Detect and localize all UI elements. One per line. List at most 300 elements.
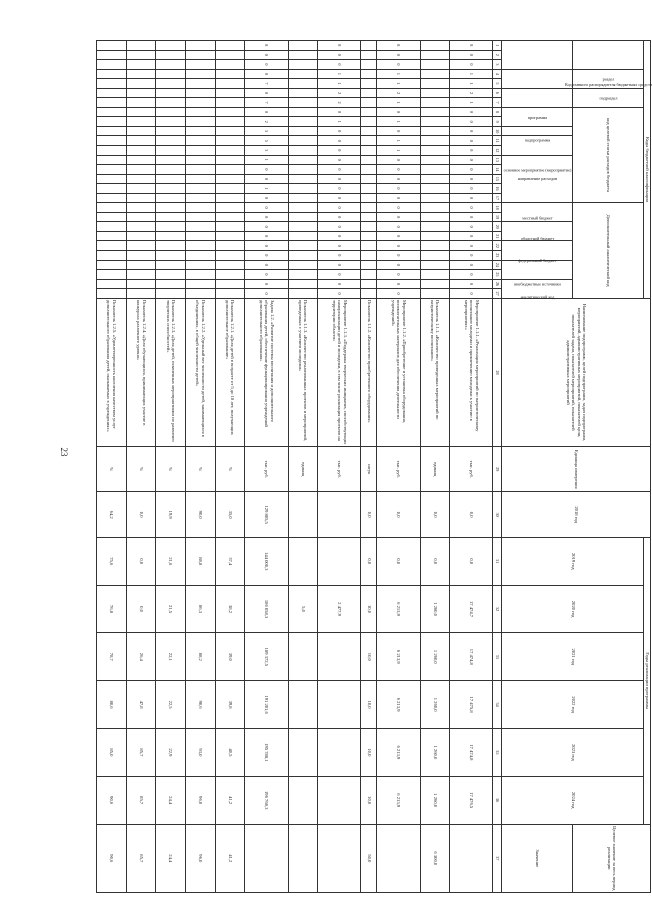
- unit-cell: тыс. руб.: [245, 447, 288, 492]
- year-value-cell: 6 213,9: [377, 585, 420, 633]
- base-year-cell: [318, 492, 361, 537]
- code-cell: [97, 117, 127, 127]
- code-cell: 0: [245, 279, 288, 289]
- row-name-cell: Мероприятие 1.1.2. «Приобретение и установка оборудования, вспомогательных материалов для обеспечения деятельности учреждений»: [377, 298, 420, 446]
- code-cell: 8: [450, 41, 493, 51]
- code-cell: 0: [318, 155, 361, 165]
- task-name-header: Наименование подпрограмм, целей подпрограмм, задач подпрограмм, мероприятий, административных мероприятий, показателей цели, показателей задачи, показателей мероприятий, показателей административных мероприятий: [502, 298, 651, 446]
- base-year-cell: 0,0: [377, 492, 420, 537]
- code-cell: 2: [377, 88, 420, 98]
- code-cell: [156, 270, 186, 280]
- table-row: [245, 41, 288, 893]
- code-cell: [215, 260, 245, 270]
- code-cell: [126, 155, 156, 165]
- code-cell: [361, 203, 377, 213]
- year-value-cell: 17 474,8: [450, 728, 493, 776]
- code-cell: [361, 155, 377, 165]
- code-cell: 0: [245, 69, 288, 79]
- code-cell: [186, 279, 216, 289]
- year-value-cell: 6 213,9: [377, 776, 420, 824]
- code-cell: [288, 222, 318, 232]
- year-value-cell: 186 058,3: [245, 585, 288, 633]
- code-cell: [215, 126, 245, 136]
- code-cell: 1: [377, 146, 420, 156]
- code-cell: [156, 107, 186, 117]
- year-header-3: 2021 год: [502, 633, 644, 681]
- code-cell: [186, 174, 216, 184]
- code-cell: 0: [318, 212, 361, 222]
- unit-cell: %: [126, 447, 156, 492]
- code-cell: 2: [245, 117, 288, 127]
- code-cell: [361, 260, 377, 270]
- final-value-cell: [288, 824, 318, 892]
- code-cell: [97, 193, 127, 203]
- years-group-header: Годы реализации программы: [644, 537, 651, 824]
- code-cell: 0: [377, 270, 420, 280]
- year-value-cell: [288, 681, 318, 729]
- year-value-cell: 78,7: [97, 633, 127, 681]
- code-cell: 1: [377, 117, 420, 127]
- column-index-row: [493, 41, 502, 893]
- rotated-table-wrapper: [96, 40, 651, 893]
- year-value-cell: 88,2: [186, 633, 216, 681]
- code-cell: [156, 50, 186, 60]
- code-cell: 1: [450, 69, 493, 79]
- code-cell: 0: [318, 289, 361, 299]
- code-cell: 0: [245, 88, 288, 98]
- code-cell: 0: [318, 270, 361, 280]
- code-cell: [288, 79, 318, 89]
- year-value-cell: 90,6: [186, 681, 216, 729]
- code-cell: [361, 79, 377, 89]
- code-cell: 0: [377, 231, 420, 241]
- code-cell: [97, 98, 127, 108]
- code-cell: [361, 69, 377, 79]
- column-index-cell: 34: [493, 681, 502, 729]
- code-cell: [361, 184, 377, 194]
- code-cell: [186, 184, 216, 194]
- code-cell: 1: [450, 79, 493, 89]
- code-cell: 0: [318, 222, 361, 232]
- code-cell: [97, 241, 127, 251]
- code-cell: [97, 88, 127, 98]
- code-cell: [126, 165, 156, 175]
- column-index-cell: 8: [493, 107, 502, 117]
- year-value-cell: [318, 633, 361, 681]
- column-index-cell: 37: [493, 824, 502, 892]
- base-year-cell: 35,0: [215, 492, 245, 537]
- code-cell: [126, 260, 156, 270]
- base-year-cell: 0,0: [126, 492, 156, 537]
- code-cell: [156, 260, 186, 270]
- column-index-cell: 7: [493, 98, 502, 108]
- code-cell: 1: [318, 117, 361, 127]
- code-cell: [126, 107, 156, 117]
- year-value-cell: [288, 776, 318, 824]
- final-value-cell: [377, 824, 420, 892]
- code-cell: 0: [450, 60, 493, 70]
- row-name-cell: Показатель 1.2.3. «Доля детей, охваченных мероприятиями по развитию творческих способностей»: [156, 298, 186, 446]
- code-cell: 8: [377, 41, 420, 51]
- code-cell: 0: [377, 126, 420, 136]
- code-cell: 0: [318, 279, 361, 289]
- code-cell: [186, 270, 216, 280]
- page-number: 23: [59, 447, 69, 457]
- code-cell: [215, 107, 245, 117]
- code-cell: [156, 69, 186, 79]
- year-value-cell: 37,4: [215, 537, 245, 585]
- base-year-cell: [288, 492, 318, 537]
- table-row: [156, 41, 186, 893]
- code-cell: [156, 212, 186, 222]
- final-value-cell: [450, 824, 493, 892]
- analytic-code-header: аналитический код: [502, 279, 573, 298]
- code-cell: [156, 184, 186, 194]
- year-value-cell: 144 000,3: [245, 537, 288, 585]
- code-cell: 0: [318, 241, 361, 251]
- budget-group-header: Дополнительный аналитический код: [573, 203, 644, 299]
- year-value-cell: 17 476,5: [450, 776, 493, 824]
- unit-cell: %: [156, 447, 186, 492]
- unit-cell: %: [215, 447, 245, 492]
- code-cell: 0: [245, 174, 288, 184]
- column-index-cell: 31: [493, 537, 502, 585]
- code-cell: [288, 98, 318, 108]
- year-value-cell: 47,8: [126, 681, 156, 729]
- code-cell: 1: [245, 155, 288, 165]
- code-cell: [186, 165, 216, 175]
- code-cell: 2: [318, 98, 361, 108]
- column-index-cell: 20: [493, 222, 502, 232]
- code-cell: [97, 79, 127, 89]
- base-year-cell: 0,0: [420, 492, 450, 537]
- code-cell: [126, 136, 156, 146]
- year-value-cell: 196 768,3: [245, 776, 288, 824]
- column-index-cell: 1: [493, 41, 502, 51]
- code-cell: 1: [318, 79, 361, 89]
- code-cell: [361, 279, 377, 289]
- code-cell: [126, 69, 156, 79]
- code-cell: [420, 184, 450, 194]
- subsection-header: подраздел: [573, 88, 644, 107]
- code-cell: [361, 146, 377, 156]
- year-value-cell: 6 213,9: [377, 633, 420, 681]
- code-cell: [156, 117, 186, 127]
- code-cell: 0: [318, 136, 361, 146]
- year-value-cell: 88,8: [186, 537, 216, 585]
- code-cell: 0: [245, 231, 288, 241]
- column-index-cell: 11: [493, 136, 502, 146]
- code-cell: [215, 222, 245, 232]
- base-year-cell: 19,9: [156, 492, 186, 537]
- row-name-cell: Мероприятие 1.1.3. «Поддержка творческих инициатив, способствующих самореализации детей и молодежи, в том числе реализация проектов на территории области»: [318, 298, 361, 446]
- year-value-cell: 5,0: [288, 585, 318, 633]
- unit-header: Единица измерения: [502, 447, 651, 492]
- code-cell: 0: [450, 270, 493, 280]
- code-cell: 0: [245, 203, 288, 213]
- code-cell: [126, 241, 156, 251]
- year-value-cell: 10,0: [361, 728, 377, 776]
- code-cell: [361, 117, 377, 127]
- code-cell: 0: [450, 117, 493, 127]
- code-cell: [361, 88, 377, 98]
- code-cell: [420, 41, 450, 51]
- code-cell: [186, 107, 216, 117]
- code-cell: [288, 203, 318, 213]
- code-cell: 0: [245, 222, 288, 232]
- code-cell: 0: [450, 222, 493, 232]
- code-cell: [97, 69, 127, 79]
- code-cell: [156, 193, 186, 203]
- code-cell: [97, 146, 127, 156]
- code-cell: [156, 289, 186, 299]
- target-group-header: код целевой статьи расходов бюджета: [573, 107, 644, 202]
- year-value-cell: 6 213,9: [377, 681, 420, 729]
- unit-cell: тыс. руб.: [450, 447, 493, 492]
- column-index-cell: 9: [493, 117, 502, 127]
- base-year-cell: 90,0: [186, 492, 216, 537]
- year-value-cell: 1 260,0: [420, 776, 450, 824]
- code-cell: 3: [245, 146, 288, 156]
- column-index-cell: 36: [493, 776, 502, 824]
- final-value-cell: 96,0: [186, 824, 216, 892]
- row-name-cell: Показатель 1.2.4. «Доля обучающихся, принимающих участие в конкурсах различного уровня»: [126, 298, 156, 446]
- code-cell: [288, 165, 318, 175]
- year-value-cell: 96,0: [186, 776, 216, 824]
- code-cell: [288, 270, 318, 280]
- code-cell: [215, 289, 245, 299]
- code-cell: [97, 107, 127, 117]
- code-cell: [186, 88, 216, 98]
- code-cell: 0: [318, 146, 361, 156]
- column-index-cell: 22: [493, 241, 502, 251]
- year-value-cell: 0,0: [126, 537, 156, 585]
- code-cell: [186, 231, 216, 241]
- code-cell: [215, 184, 245, 194]
- column-index-cell: 14: [493, 165, 502, 175]
- code-cell: [288, 155, 318, 165]
- year-value-cell: 1 260,0: [420, 681, 450, 729]
- code-cell: 0: [245, 251, 288, 261]
- code-cell: [215, 270, 245, 280]
- code-cell: [156, 41, 186, 51]
- code-cell: [186, 79, 216, 89]
- code-cell: 0: [377, 203, 420, 213]
- row-name-cell: Показатель 1.2.1. «Доля детей в возрасте от 5 до 18 лет, получающих дополнительное образование»: [215, 298, 245, 446]
- code-cell: 0: [377, 279, 420, 289]
- code-cell: [186, 136, 216, 146]
- year-value-cell: 22,9: [156, 728, 186, 776]
- column-index-cell: 28: [493, 298, 502, 446]
- code-cell: [420, 212, 450, 222]
- code-cell: [156, 98, 186, 108]
- code-cell: [420, 107, 450, 117]
- year-value-cell: 1 260,0: [420, 585, 450, 633]
- code-cell: [126, 98, 156, 108]
- code-cell: [420, 270, 450, 280]
- code-cell: 0: [377, 251, 420, 261]
- code-cell: [156, 251, 186, 261]
- code-cell: [361, 165, 377, 175]
- code-cell: [420, 279, 450, 289]
- year-value-cell: 93,0: [186, 728, 216, 776]
- code-cell: 0: [318, 251, 361, 261]
- code-cell: [288, 126, 318, 136]
- code-cell: 8: [318, 41, 361, 51]
- code-cell: [420, 203, 450, 213]
- year-value-cell: 85,7: [126, 728, 156, 776]
- code-cell: [215, 251, 245, 261]
- code-cell: 0: [245, 50, 288, 60]
- code-cell: 0: [450, 50, 493, 60]
- year-header-5: 2023 год: [502, 728, 644, 776]
- column-index-cell: 5: [493, 79, 502, 89]
- code-cell: [186, 289, 216, 299]
- code-cell: [288, 136, 318, 146]
- unit-cell: тыс. руб.: [377, 447, 420, 492]
- code-cell: 0: [245, 60, 288, 70]
- code-cell: [420, 155, 450, 165]
- rotated-table-inner: [96, 40, 651, 893]
- code-cell: [288, 289, 318, 299]
- code-cell: [156, 126, 186, 136]
- code-cell: [288, 231, 318, 241]
- code-cell: [361, 222, 377, 232]
- final-value-header: Значение: [502, 824, 573, 892]
- code-cell: [420, 126, 450, 136]
- column-index-cell: 30: [493, 492, 502, 537]
- code-cell: 0: [377, 155, 420, 165]
- code-cell: 1: [377, 79, 420, 89]
- code-cell: [361, 289, 377, 299]
- code-cell: [126, 231, 156, 241]
- code-cell: [215, 279, 245, 289]
- year-value-cell: [288, 633, 318, 681]
- final-value-cell: 90,6: [97, 824, 127, 892]
- code-cell: 0: [377, 193, 420, 203]
- year-value-cell: 76,8: [97, 585, 127, 633]
- program-header: программа: [502, 107, 573, 126]
- code-cell: [288, 50, 318, 60]
- code-cell: [156, 146, 186, 156]
- code-cell: [420, 146, 450, 156]
- code-cell: [156, 231, 186, 241]
- code-cell: [97, 50, 127, 60]
- code-cell: [126, 79, 156, 89]
- table-header: [493, 41, 651, 893]
- code-cell: [215, 212, 245, 222]
- table-row: [318, 41, 361, 893]
- code-cell: [420, 251, 450, 261]
- year-value-cell: 22,1: [156, 633, 186, 681]
- code-cell: 0: [245, 165, 288, 175]
- code-cell: [126, 50, 156, 60]
- code-cell: [288, 60, 318, 70]
- code-cell: [420, 79, 450, 89]
- code-cell: [126, 126, 156, 136]
- column-index-cell: 12: [493, 146, 502, 156]
- code-cell: [97, 174, 127, 184]
- code-cell: [97, 136, 127, 146]
- code-cell: [420, 50, 450, 60]
- code-cell: [420, 289, 450, 299]
- code-cell: [97, 41, 127, 51]
- code-cell: [215, 193, 245, 203]
- year-value-cell: 40,5: [215, 728, 245, 776]
- code-cell: [97, 60, 127, 70]
- code-cell: 1: [450, 98, 493, 108]
- year-value-cell: [288, 537, 318, 585]
- year-value-cell: 75,6: [97, 537, 127, 585]
- code-cell: 0: [450, 241, 493, 251]
- year-value-cell: 80,6: [97, 681, 127, 729]
- unit-cell: штук: [361, 447, 377, 492]
- code-cell: [126, 193, 156, 203]
- code-cell: [186, 69, 216, 79]
- code-cell: [97, 231, 127, 241]
- code-cell: [97, 184, 127, 194]
- code-cell: 0: [377, 212, 420, 222]
- code-cell: [156, 165, 186, 175]
- code-cell: [420, 165, 450, 175]
- year-value-cell: 1 260,0: [420, 728, 450, 776]
- code-cell: [420, 193, 450, 203]
- year-value-cell: 17 475,8: [450, 681, 493, 729]
- code-cell: [361, 270, 377, 280]
- row-name-cell: Мероприятие 1.1.1. «Реализация мероприятий по патриотическому воспитанию молодежи и привлечению молодежи к участию в мероприятиях»: [450, 298, 493, 446]
- unit-cell: единиц: [288, 447, 318, 492]
- admin-header: Код главного распорядителя бюджетных средств: [573, 41, 644, 70]
- code-cell: [288, 241, 318, 251]
- code-cell: [126, 174, 156, 184]
- code-cell: 0: [450, 260, 493, 270]
- code-cell: 0: [245, 241, 288, 251]
- year-header-2: 2020 год: [502, 585, 644, 633]
- code-cell: [186, 50, 216, 60]
- year-value-cell: 21,5: [156, 585, 186, 633]
- table-row: [288, 41, 318, 893]
- code-cell: 5: [245, 136, 288, 146]
- code-cell: [215, 117, 245, 127]
- year-value-cell: 39,0: [215, 633, 245, 681]
- code-cell: 0: [450, 193, 493, 203]
- code-cell: [126, 270, 156, 280]
- code-cell: 0: [377, 222, 420, 232]
- code-cell: 0: [318, 50, 361, 60]
- code-cell: [361, 251, 377, 261]
- code-cell: 0: [377, 260, 420, 270]
- year-header-6: 2024 год: [502, 776, 644, 824]
- code-cell: 0: [318, 231, 361, 241]
- column-index-cell: 10: [493, 126, 502, 136]
- code-cell: [361, 193, 377, 203]
- code-cell: [156, 88, 186, 98]
- federal-budget-header: федеральный бюджет: [502, 241, 573, 260]
- code-cell: [288, 193, 318, 203]
- column-index-cell: 24: [493, 260, 502, 270]
- unit-cell: тыс. руб.: [318, 447, 361, 492]
- code-cell: [126, 184, 156, 194]
- final-value-cell: [318, 824, 361, 892]
- year-value-cell: 6 213,9: [377, 728, 420, 776]
- table-row: [186, 41, 216, 893]
- code-cell: [97, 126, 127, 136]
- column-index-cell: 16: [493, 184, 502, 194]
- code-cell: [288, 260, 318, 270]
- code-cell: [361, 126, 377, 136]
- code-cell: [156, 79, 186, 89]
- regional-budget-header: областной бюджет: [502, 222, 573, 241]
